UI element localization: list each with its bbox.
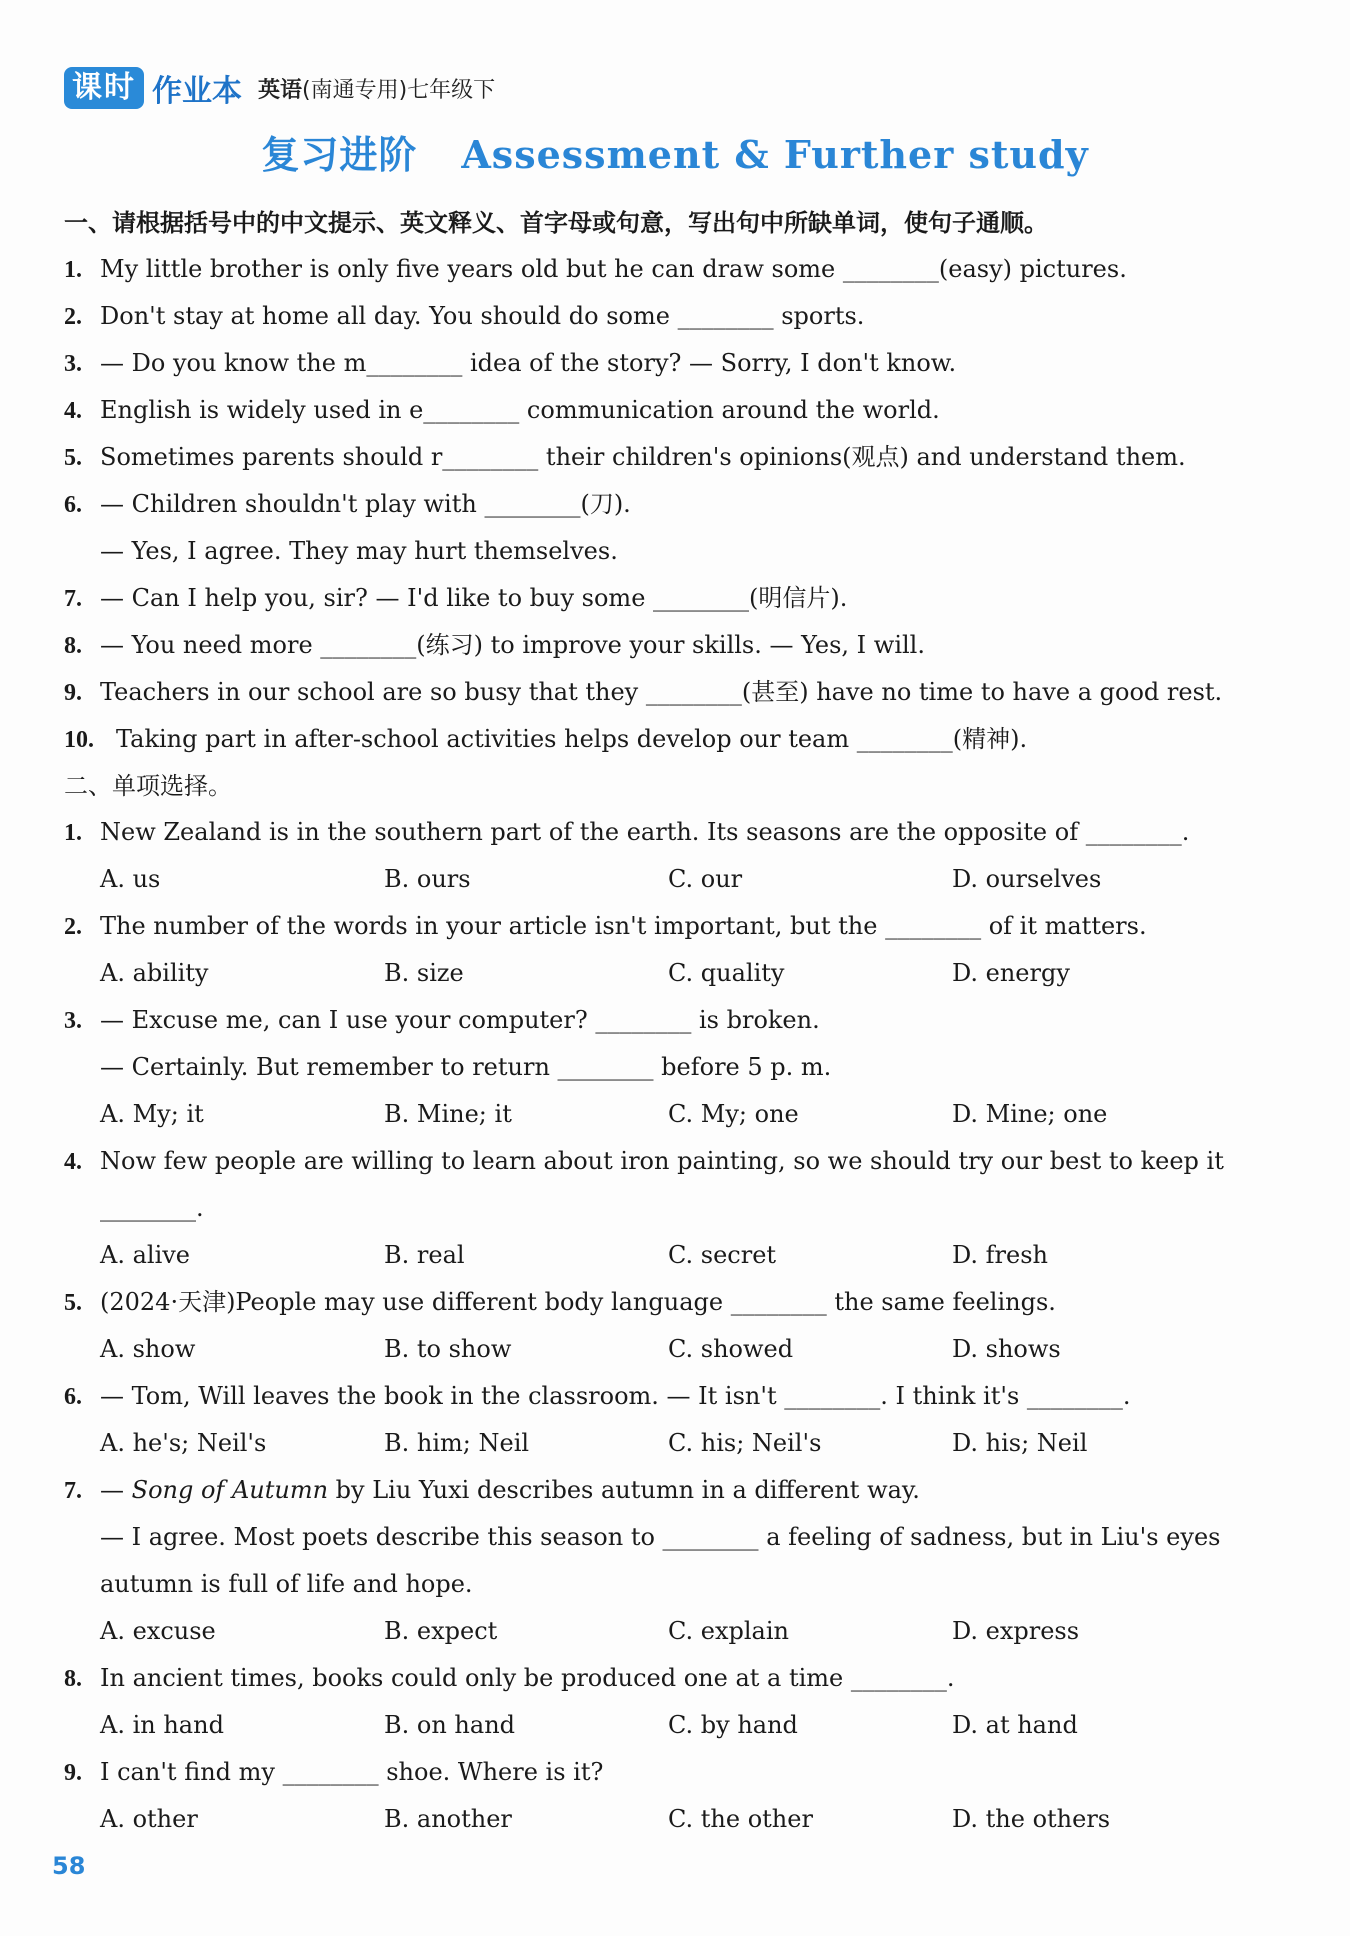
question-line-cont: — I agree. Most poets describe this season to ________ a feeling of sadness, but in Liu's eyes: [100, 1523, 1221, 1551]
option-a: A. alive: [100, 1241, 191, 1269]
option-a: A. show: [100, 1335, 196, 1363]
option-a: A. excuse: [100, 1617, 216, 1645]
option-b: B. another: [384, 1805, 512, 1833]
question-number: 7.: [64, 1478, 82, 1504]
question-number: 1.: [64, 257, 82, 283]
question-number: 8.: [64, 1666, 82, 1692]
option-a: A. he's; Neil's: [100, 1429, 267, 1457]
question-number: 8.: [64, 633, 82, 659]
option-c: C. explain: [668, 1617, 789, 1645]
question-number: 3.: [64, 351, 82, 377]
page-header: [64, 64, 495, 112]
question-number: 3.: [64, 1008, 82, 1034]
option-a: A. us: [100, 865, 161, 893]
option-c: C. secret: [668, 1241, 777, 1269]
option-d: D. express: [952, 1617, 1080, 1645]
option-b: B. expect: [384, 1617, 498, 1645]
option-b: B. on hand: [384, 1711, 516, 1739]
option-b: B. real: [384, 1241, 465, 1269]
subject-rest: (南通专用)七年级下: [302, 77, 496, 103]
question-line: [64, 1373, 1254, 1420]
option-c: C. showed: [668, 1335, 794, 1363]
section2-heading: 二、单项选择。: [64, 772, 232, 800]
option-a: A. other: [100, 1805, 198, 1833]
fill-in-line: [64, 716, 1254, 763]
option-c: C. his; Neil's: [668, 1429, 822, 1457]
fill-in-line: [64, 669, 1254, 716]
question-text: Now few people are willing to learn about iron painting, so we should try our best to keep it: [100, 1147, 1224, 1175]
fill-in-line: [64, 434, 1254, 481]
question-line: [64, 1279, 1254, 1326]
question-number: 4.: [64, 398, 82, 424]
question-text: — You need more ________(练习) to improve your skills. — Yes, I will.: [100, 631, 925, 659]
question-line: [64, 1138, 1254, 1185]
song-title: Song of Autumn: [131, 1476, 329, 1504]
question-line: [64, 809, 1254, 856]
question-line-cont: autumn is full of life and hope.: [100, 1570, 473, 1598]
options-row: [64, 1091, 1254, 1138]
options-row: [64, 1232, 1254, 1279]
question-text: — Yes, I agree. They may hurt themselves.: [100, 537, 618, 565]
question-text: Sometimes parents should r________ their children's opinions(观点) and understand them.: [100, 443, 1186, 471]
question-text: Don't stay at home all day. You should do some ________ sports.: [100, 302, 865, 330]
title-cn: 复习进阶: [261, 133, 418, 177]
question-text: Taking part in after-school activities helps develop our team ________(精神).: [116, 725, 1028, 753]
question-text: — Children shouldn't play with ________(刀).: [100, 490, 631, 518]
option-d: D. ourselves: [952, 865, 1102, 893]
logo-zuoye: 作业本: [152, 74, 242, 109]
option-b: B. him; Neil: [384, 1429, 530, 1457]
question-number: 9.: [64, 1760, 82, 1786]
option-a: A. ability: [100, 959, 209, 987]
option-b: B. Mine; it: [384, 1100, 512, 1128]
question-number: 2.: [64, 304, 82, 330]
question-number: 4.: [64, 1149, 82, 1175]
option-d: D. Mine; one: [952, 1100, 1108, 1128]
question-text: (2024·天津)People may use different body language ________ the same feelings.: [100, 1288, 1056, 1316]
question-text: — Tom, Will leaves the book in the classroom. — It isn't ________. I think it's ________.: [100, 1382, 1131, 1410]
question-text: I can't find my ________ shoe. Where is it?: [100, 1758, 604, 1786]
question-number: 6.: [64, 1384, 82, 1410]
question-text: English is widely used in e________ communication around the world.: [100, 396, 940, 424]
fill-in-line: [64, 528, 1254, 575]
question-text: My little brother is only five years old but he can draw some ________(easy) pictures.: [100, 255, 1127, 283]
question-number: 9.: [64, 680, 82, 706]
question-number: 7.: [64, 586, 82, 612]
question-text: Teachers in our school are so busy that they ________(甚至) have no time to have a good rest.: [100, 678, 1223, 706]
fill-in-line: [64, 246, 1254, 293]
page-title: [0, 124, 1350, 179]
options-row: [64, 1702, 1254, 1749]
fill-in-line: [64, 387, 1254, 434]
section1-lines: [64, 246, 1254, 763]
question-text: by Liu Yuxi describes autumn in a different way.: [328, 1476, 920, 1504]
question-number: 2.: [64, 914, 82, 940]
options-row: [64, 856, 1254, 903]
logo-keshi: 课时: [64, 67, 144, 109]
question-line: [64, 997, 1254, 1044]
worksheet-content: [64, 200, 1254, 1843]
options-row: [64, 950, 1254, 997]
option-c: C. our: [668, 865, 743, 893]
question-line: 7. — Song of Autumn by Liu Yuxi describes autumn in a different way.: [64, 1467, 1254, 1514]
option-c: C. by hand: [668, 1711, 798, 1739]
option-b: B. ours: [384, 865, 471, 893]
question-line: [64, 1655, 1254, 1702]
title-en: Assessment & Further study: [461, 132, 1089, 177]
options-row: [64, 1326, 1254, 1373]
subject-label: [258, 73, 495, 104]
option-b: B. size: [384, 959, 464, 987]
question-line-cont: ________.: [100, 1194, 204, 1222]
options-row: [64, 1796, 1254, 1843]
option-d: D. energy: [952, 959, 1070, 987]
question-number: 6.: [64, 492, 82, 518]
option-a: A. My; it: [100, 1100, 204, 1128]
option-c: C. quality: [668, 959, 785, 987]
page-number: 58: [52, 1852, 86, 1880]
option-d: D. his; Neil: [952, 1429, 1088, 1457]
question-number: 1.: [64, 820, 82, 846]
fill-in-line: [64, 293, 1254, 340]
question-line: [64, 1749, 1254, 1796]
question-number: 5.: [64, 1290, 82, 1316]
logo: [64, 66, 242, 110]
options-row: [64, 1608, 1254, 1655]
option-a: A. in hand: [100, 1711, 224, 1739]
option-d: D. at hand: [952, 1711, 1078, 1739]
option-d: D. the others: [952, 1805, 1111, 1833]
option-c: C. My; one: [668, 1100, 799, 1128]
option-d: D. fresh: [952, 1241, 1048, 1269]
option-d: D. shows: [952, 1335, 1061, 1363]
subject-bold: 英语: [258, 77, 303, 103]
section1-heading: 一、请根据括号中的中文提示、英文释义、首字母或句意，写出句中所缺单词，使句子通顺。: [64, 209, 1048, 237]
question-number: 10.: [64, 727, 94, 753]
question-text: — Do you know the m________ idea of the story? — Sorry, I don't know.: [100, 349, 957, 377]
option-b: B. to show: [384, 1335, 512, 1363]
fill-in-line: [64, 575, 1254, 622]
question-number: 5.: [64, 445, 82, 471]
question-text: New Zealand is in the southern part of the earth. Its seasons are the opposite of ________.: [100, 818, 1190, 846]
question-line: [64, 903, 1254, 950]
options-row: [64, 1420, 1254, 1467]
question-text: The number of the words in your article isn't important, but the ________ of it matters.: [100, 912, 1147, 940]
question-text: — Excuse me, can I use your computer? ________ is broken.: [100, 1006, 820, 1034]
question-text: — Can I help you, sir? — I'd like to buy some ________(明信片).: [100, 584, 848, 612]
fill-in-line: [64, 481, 1254, 528]
option-c: C. the other: [668, 1805, 813, 1833]
question-line-cont: — Certainly. But remember to return ________ before 5 p. m.: [100, 1053, 832, 1081]
fill-in-line: [64, 340, 1254, 387]
question-text: In ancient times, books could only be produced one at a time ________.: [100, 1664, 955, 1692]
fill-in-line: [64, 622, 1254, 669]
